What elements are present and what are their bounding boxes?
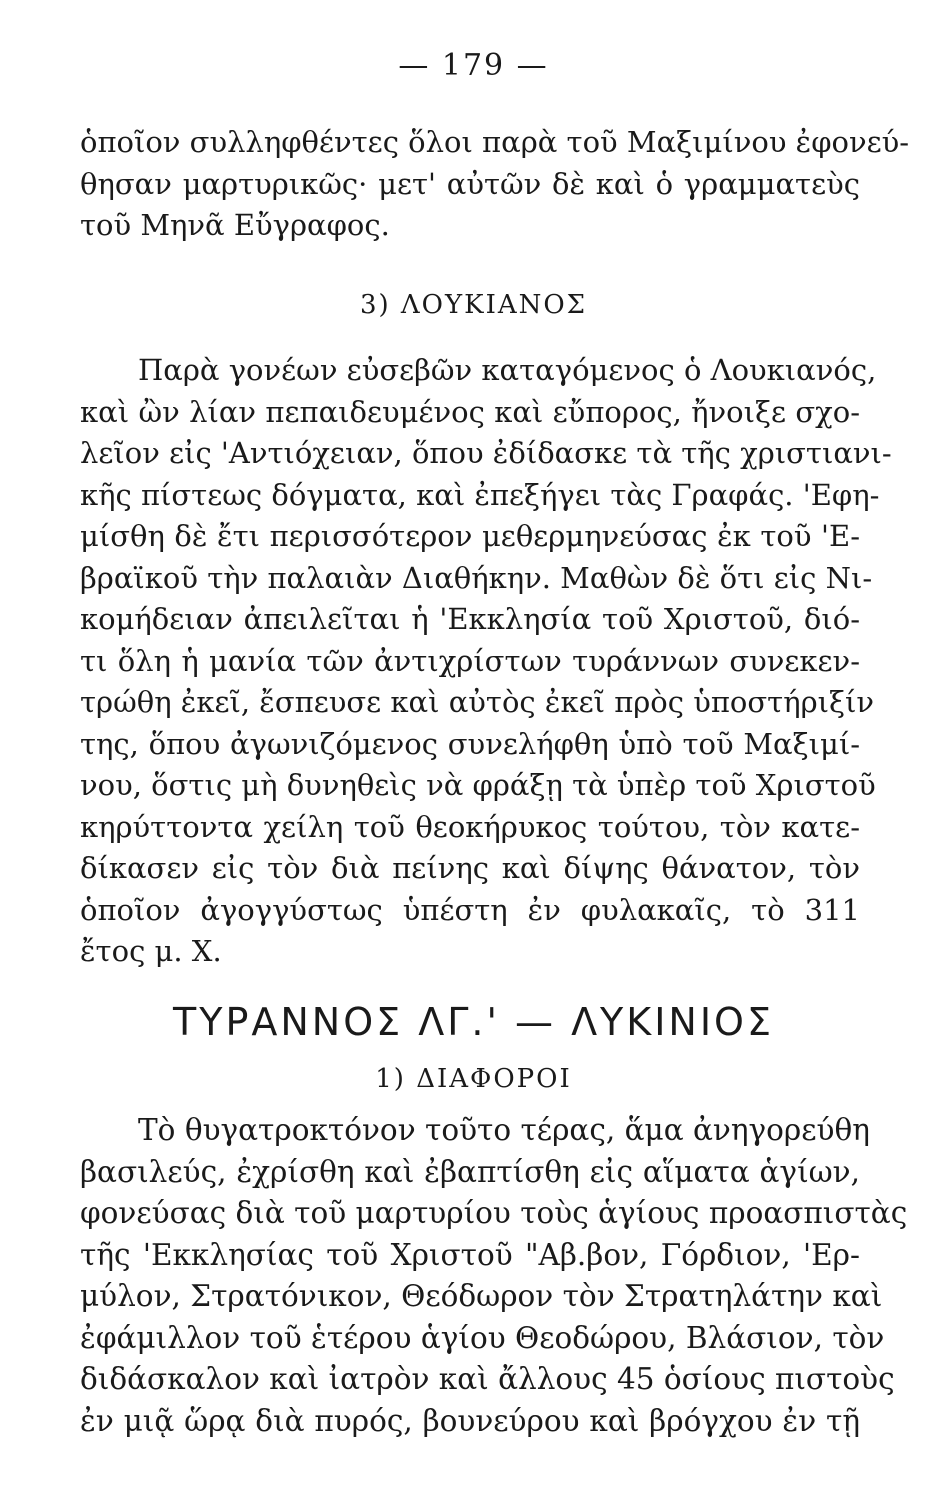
text-line: βασιλεύς, ἐχρίσθη καὶ ἐβαπτίσθη εἰς αἵματα ἁγίων, <box>80 1154 860 1189</box>
text-line: βραϊκοῦ τὴν παλαιὰν Διαθήκην. Μαθὼν δὲ ὅτι εἰς Νι- <box>80 560 873 595</box>
text-line: λεῖον εἰς 'Αντιόχειαν, ὅπου ἐδίδασκε τὰ τῆς χριστιανι- <box>80 436 892 470</box>
text-line: ὁποῖον συλληφθέντες ὅλοι παρὰ τοῦ Μαξιμίνου ἐφονεύ- <box>80 125 910 159</box>
section-paragraph-diaforoi <box>80 1110 908 1442</box>
text-line: τοῦ Μηνᾶ Εὔγραφος. <box>80 208 390 242</box>
page-number: — 179 — <box>398 48 549 83</box>
section-paragraph-loukianos <box>80 350 892 973</box>
section-heading-diaforoi: 1) ΔΙΑΦΟΡΟΙ <box>375 1064 572 1094</box>
text-line: μύλον, Στρατόνικον, Θεόδωρον τὸν Στρατηλάτην καὶ <box>80 1279 883 1313</box>
intro-paragraph <box>80 122 910 247</box>
text-line: ὁποῖον ἀγογγύστως ὑπέστη ἐν φυλακαῖς, τὸ 311 <box>80 892 860 927</box>
text-line: φονεύσας διὰ τοῦ μαρτυρίου τοὺς ἁγίους προασπιστὰς <box>80 1196 908 1230</box>
section-heading-loukianos: 3) ΛΟΥΚΙΑΝΟΣ <box>359 290 588 320</box>
text-line: Παρὰ γονέων εὐσεβῶν καταγόμενος ὁ Λουκιανός, <box>138 353 877 387</box>
text-line: κομήδειαν ἀπειλεῖται ἡ 'Εκκλησία τοῦ Χριστοῦ, διό- <box>80 602 860 636</box>
text-line: μίσθη δὲ ἔτι περισσότερον μεθερμηνεύσας ἐκ τοῦ 'Ε- <box>80 519 860 553</box>
text-line: ἐφάμιλλον τοῦ ἑτέρου ἁγίου Θεοδώρου, Βλάσιον, τὸν <box>80 1320 885 1355</box>
text-line: νου, ὅστις μὴ δυνηθεὶς νὰ φράξῃ τὰ ὑπὲρ τοῦ Χριστοῦ <box>80 768 876 802</box>
text-line: κηρύττοντα χείλη τοῦ θεοκήρυκος τούτου, τὸν κατε- <box>80 809 860 844</box>
text-line: της, ὅπου ἀγωνιζόμενος συνελήφθη ὑπὸ τοῦ Μαξιμί- <box>80 726 860 761</box>
text-line: κῆς πίστεως δόγματα, καὶ ἐπεξήγει τὰς Γραφάς. 'Εφη- <box>80 477 880 512</box>
text-line: δίκασεν εἰς τὸν διὰ πείνης καὶ δίψης θάνατον, τὸν <box>80 851 860 885</box>
text-line: θησαν μαρτυρικῶς· μετ' αὐτῶν δὲ καὶ ὁ γραμματεὺς <box>80 166 860 201</box>
text-line: διδάσκαλον καὶ ἰατρὸν καὶ ἄλλους 45 ὁσίους πιστοὺς <box>80 1362 895 1396</box>
text-line: Τὸ θυγατροκτόνον τοῦτο τέρας, ἅμα ἀνηγορεύθη <box>138 1113 870 1147</box>
text-line: τῆς 'Εκκλησίας τοῦ Χριστοῦ "Αβ.βον, Γόρδιον, 'Ερ- <box>80 1237 860 1272</box>
text-line: τρώθη ἐκεῖ, ἔσπευσε καὶ αὐτὸς ἐκεῖ πρὸς ὑποστήριξίν <box>80 685 874 719</box>
text-line: τι ὅλη ἡ μανία τῶν ἀντιχρίστων τυράννων συνεκεν- <box>80 643 860 678</box>
chapter-heading: ΤΥΡΑΝΝΟΣ ΛΓ.' — ΛΥΚΙΝΙΟΣ <box>173 1000 774 1044</box>
text-line: ἐν μιᾷ ὥρᾳ διὰ πυρός, βουνεύρου καὶ βρόγχου ἐν τῇ <box>80 1403 860 1438</box>
text-line: ἔτος μ. Χ. <box>80 934 222 968</box>
text-line: καὶ ὢν λίαν πεπαιδευμένος καὶ εὔπορος, ἤνοιξε σχο- <box>80 394 860 429</box>
